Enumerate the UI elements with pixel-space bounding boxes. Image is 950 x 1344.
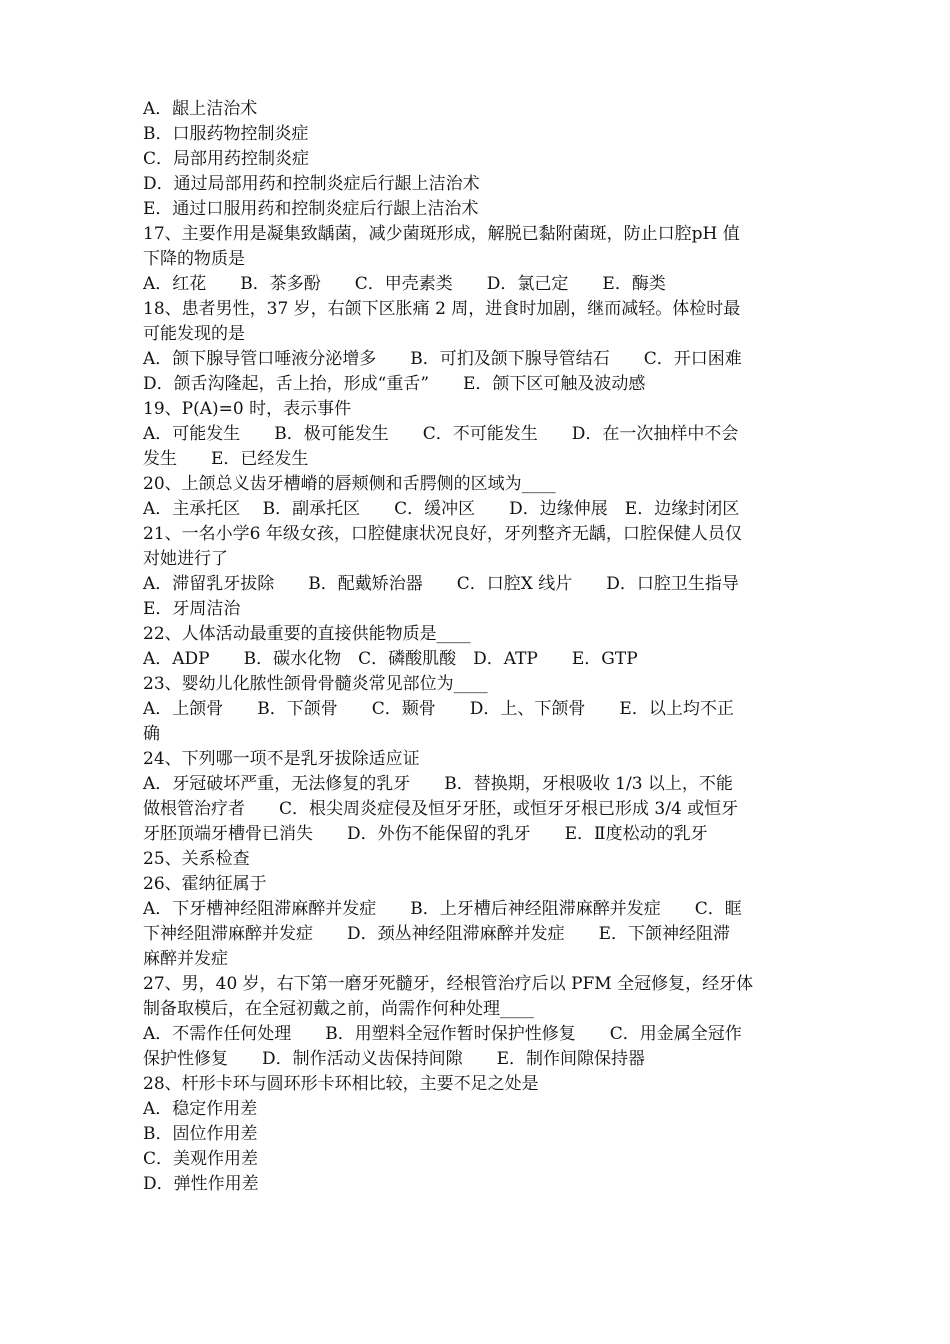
question-25: 25、关系检查 [143,849,250,869]
question-27-options: 保护性修复 D．制作活动义齿保持间隙 E．制作间隙保持器 [143,1049,646,1069]
question-26: 26、霍纳征属于 [143,874,267,894]
option-line: C．美观作用差 [143,1149,259,1169]
option-line: C．局部用药控制炎症 [143,149,310,169]
option-line: A．稳定作用差 [143,1099,258,1119]
option-line: D．通过局部用药和控制炎症后行龈上洁治术 [143,174,480,194]
question-18: 18、患者男性，37 岁，右颌下区胀痛 2 周，进食时加剧，继而减轻。体检时最 [143,299,741,319]
question-26-options: 下神经阻滞麻醉并发症 D．颈丛神经阻滞麻醉并发症 E．下颌神经阻滞 [143,924,731,944]
question-21: 21、一名小学6 年级女孩，口腔健康状况良好，牙列整齐无龋，口腔保健人员仅 [143,524,742,544]
question-17: 17、主要作用是凝集致龋菌，减少菌斑形成，解脱已黏附菌斑，防止口腔pH 值 [143,224,740,244]
question-24-options: 牙胚顶端牙槽骨已消失 D．外伤不能保留的乳牙 E．Ⅱ度松动的乳牙 [143,824,708,844]
question-21-options: E．牙周洁治 [143,599,241,619]
question-21-options: A．滞留乳牙拔除 B．配戴矫治器 C．口腔X 线片 D．口腔卫生指导 [143,574,739,594]
question-26-options: A．下牙槽神经阻滞麻醉并发症 B．上牙槽后神经阻滞麻醉并发症 C．眶 [143,899,742,919]
question-20: 20、上颌总义齿牙槽嵴的唇颊侧和舌腭侧的区域为____ [143,474,556,494]
question-28: 28、杆形卡环与圆环形卡环相比较，主要不足之处是 [143,1074,539,1094]
question-26-options: 麻醉并发症 [143,949,228,969]
question-27-options: A．不需作任何处理 B．用塑料全冠作暂时保护性修复 C．用金属全冠作 [143,1024,742,1044]
question-23-options: A．上颌骨 B．下颌骨 C．颞骨 D．上、下颌骨 E．以上均不正 [143,699,734,719]
document-body [143,97,815,1197]
question-24: 24、下列哪一项不是乳牙拔除适应证 [143,749,420,769]
question-22-options: A．ADP B．碳水化物 C．磷酸肌酸 D．ATP E．GTP [143,649,638,669]
question-19-options: 发生 E．已经发生 [143,449,309,469]
question-18-cont: 可能发现的是 [143,324,245,344]
question-23-options: 确 [143,724,160,744]
question-24-options: 做根管治疗者 C．根尖周炎症侵及恒牙牙胚，或恒牙牙根已形成 3/4 或恒牙 [143,799,739,819]
option-line: A．龈上洁治术 [143,99,258,119]
question-23: 23、婴幼儿化脓性颌骨骨髓炎常见部位为____ [143,674,488,694]
question-21-cont: 对她进行了 [143,549,228,569]
question-27-cont: 制备取模后，在全冠初戴之前，尚需作何种处理____ [143,999,534,1019]
question-17-cont: 下降的物质是 [143,249,245,269]
question-18-options: D．颌舌沟隆起，舌上抬，形成“重舌” E．颌下区可触及波动感 [143,374,646,394]
question-17-options: A．红花 B．茶多酚 C．甲壳素类 D．氯己定 E．酶类 [143,274,666,294]
question-22: 22、人体活动最重要的直接供能物质是____ [143,624,471,644]
question-20-options: A．主承托区 B．副承托区 C．缓冲区 D．边缘伸展 E．边缘封闭区 [143,499,740,519]
option-line: B．固位作用差 [143,1124,258,1144]
option-line: B．口服药物控制炎症 [143,124,309,144]
question-19-options: A．可能发生 B．极可能发生 C．不可能发生 D．在一次抽样中不会 [143,424,739,444]
question-18-options: A．颌下腺导管口唾液分泌增多 B．可扪及颌下腺导管结石 C．开口困难 [143,349,742,369]
option-line: E．通过口服用药和控制炎症后行龈上洁治术 [143,199,479,219]
question-19: 19、P(A)=0 时，表示事件 [143,399,352,419]
question-24-options: A．牙冠破坏严重，无法修复的乳牙 B．替换期，牙根吸收 1/3 以上，不能 [143,774,733,794]
option-line: D．弹性作用差 [143,1174,259,1194]
question-27: 27、男，40 岁，右下第一磨牙死髓牙，经根管治疗后以 PFM 全冠修复，经牙体 [143,974,754,994]
